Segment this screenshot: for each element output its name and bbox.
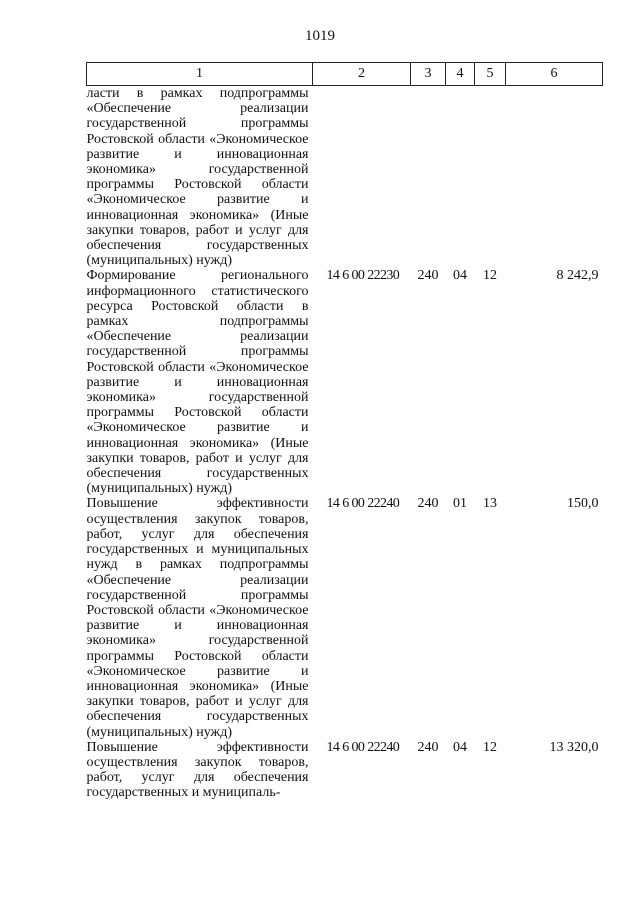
row-section: 01 [453,496,467,512]
row-section: 04 [453,268,467,284]
row-subsection: 13 [483,496,497,512]
column-number-header [87,63,603,86]
table-row [87,268,603,496]
row-amount: 150,0 [567,496,599,512]
row-subsection: 12 [483,268,497,284]
row-subsection: 12 [483,739,497,755]
row-expense-type [411,86,446,269]
row-target-code: 14 6 00 22230 [326,268,400,284]
table-row [87,740,603,801]
column-header-5: 5 [475,63,506,86]
row-expense-type: 240 [417,496,439,512]
row-description: ласти в рамках подпрограммы «Обеспечение реализации государственной программы Ростовской области «Экономическое развитие и инновационная экономика» государственной программы Ростовской области «Экономическое развитие и инновационная экономика» (Иные закупки товаров, работ и услуг для обеспечения государственных (муниципальных) нужд) [86,86,309,269]
row-amount: 13 320,0 [549,739,599,755]
row-expense-type: 240 [417,739,439,755]
column-header-4: 4 [446,63,475,86]
row-target-code [313,86,411,269]
row-section: 04 [453,739,467,755]
column-header-3: 3 [411,63,446,86]
table-row [87,86,603,269]
row-section [446,86,475,269]
column-header-1: 1 [87,63,313,86]
row-description: Повышение эффективности осуществления закупок товаров, работ, услуг для обеспечения государственных и муниципальных нужд в рамках подпрограммы «Обеспечение реализации государственной программы Ростовской области «Экономическое развитие и инновационная экономика» государственной программы Ростовской области «Экономическое развитие и инновационная экономика» (Иные закупки товаров, работ и услуг для обеспечения государственных (муниципальных) нужд) [86,496,309,740]
row-amount: 8 242,9 [556,268,599,284]
row-subsection [475,86,506,269]
row-target-code: 14 6 00 22240 [326,496,400,512]
row-description: Повышение эффективности осуществления закупок товаров, работ, услуг для обеспечения государственных и муниципаль- [86,739,309,801]
row-amount [506,86,603,269]
page-number: 1019 [305,28,335,44]
row-description: Формирование регионального информационного статистического ресурса Ростовской области в рамках подпрограммы «Обеспечение реализации государственной программы Ростовской области «Экономическое развитие и инновационная экономика» государственной программы Ростовской области «Экономическое развитие и инновационная экономика» (Иные закупки товаров, работ и услуг для обеспечения государственных (муниципальных) нужд) [86,268,309,497]
column-header-6: 6 [506,63,603,86]
budget-table [86,62,603,801]
row-expense-type: 240 [417,268,439,284]
row-target-code: 14 6 00 22240 [326,739,400,755]
table-row [87,496,603,739]
column-header-2: 2 [313,63,411,86]
